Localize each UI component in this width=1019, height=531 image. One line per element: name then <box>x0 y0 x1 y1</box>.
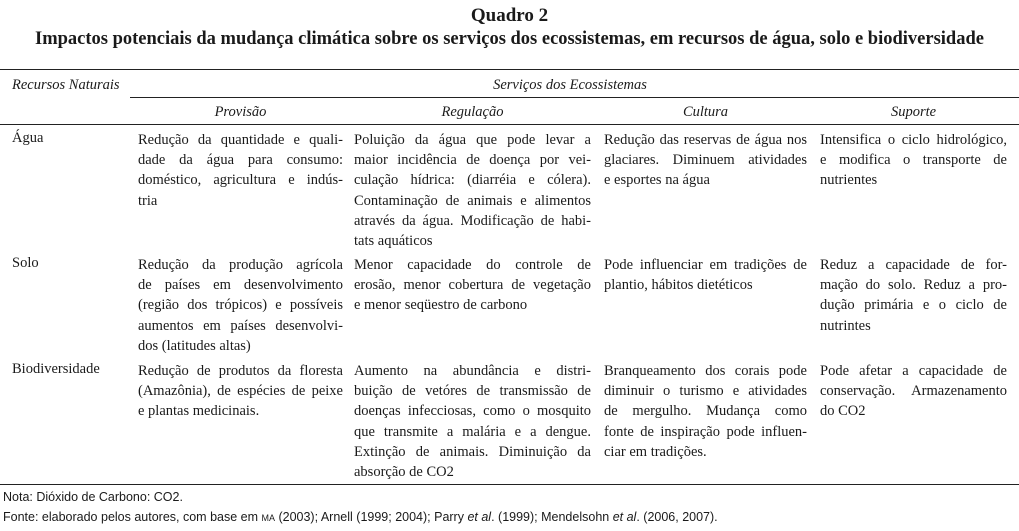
cell-line: Reduz a capacidade de for- <box>820 257 1007 273</box>
cell-line: mação do solo. Reduz a pro- <box>820 277 1007 294</box>
cell-line: através da água. Modificação de habi- <box>354 212 591 229</box>
cell-line: dução primária e o ciclo de <box>820 297 1007 314</box>
cell-line: e esportes na água <box>604 172 710 189</box>
table-cell <box>138 130 343 211</box>
cell-line: absorção de CO2 <box>354 464 454 481</box>
cell-line: buição de vetóres de transmissão de <box>354 383 591 400</box>
col-header-provisao: Provisão <box>214 104 267 120</box>
header-rule <box>0 124 1019 125</box>
col-header-suporte: Suporte <box>890 104 937 120</box>
cell-line: de países em desenvolvimento <box>138 277 343 294</box>
table-cell <box>604 130 807 191</box>
cell-line: Pode afetar a capacidade de <box>820 363 1007 379</box>
cell-line: dade da água para consumo: <box>138 152 343 169</box>
cell-line: Poluição da água que pode levar a <box>354 132 591 148</box>
cell-line: conservação. Armazenamento <box>820 383 1007 400</box>
header-ecosystem-services: Serviços dos Ecossistemas <box>493 77 647 93</box>
cell-line: plantio, hábitos dietéticos <box>604 277 753 294</box>
cell-line: Redução das reservas de água nos <box>604 132 807 148</box>
col-header-cultura: Cultura <box>682 104 729 120</box>
row-label: Água <box>12 130 44 146</box>
cell-line: Aumento na abundância e distri- <box>354 363 591 379</box>
cell-line: doenças infecciosas, como o mosquito <box>354 403 591 420</box>
table-cell <box>820 361 1007 422</box>
col-header-regulacao: Regulação <box>441 104 504 120</box>
table-cell <box>354 255 591 316</box>
cell-line: que transmite a malária e a dengue. <box>354 423 591 440</box>
cell-line: culação hídrica: (diarréia e cólera). <box>354 172 591 189</box>
cell-line: Contaminação de animais e alimentos <box>354 192 591 209</box>
top-rule <box>0 69 1019 70</box>
cell-line: Redução da produção agrícola <box>138 257 343 273</box>
table-cell <box>354 130 591 251</box>
cell-line: nutrintes <box>820 317 871 334</box>
table-cell <box>604 255 807 295</box>
cell-line: doméstico, agricultura e indús- <box>138 172 343 189</box>
table-cell <box>820 130 1007 191</box>
cell-line: nutrientes <box>820 172 878 189</box>
cell-line: e plantas medicinais. <box>138 403 260 420</box>
table-cell <box>820 255 1007 336</box>
row-label: Solo <box>12 255 39 271</box>
cell-line: e modifica o transporte de <box>820 152 1007 169</box>
group-rule <box>130 97 1019 98</box>
cell-line: (Amazônia), de espécies de peixe <box>138 383 343 400</box>
table-cell <box>138 255 343 356</box>
table-cell <box>354 361 591 482</box>
cell-line: fonte de inspiração pode influen- <box>604 423 807 440</box>
cell-line: Redução de produtos da floresta <box>138 363 343 379</box>
cell-line: Extinção de animais. Diminuição da <box>354 443 591 460</box>
cell-line: de mergulho. Mudança como <box>604 403 807 420</box>
cell-line: erosão, menor cobertura de vegetação <box>354 277 591 294</box>
table-subtitle: Impactos potenciais da mudança climática sobre os serviços dos ecossistemas, em recursos de água, solo e biodiversidade <box>35 29 984 49</box>
cell-line: (região dos trópicos) e possíveis <box>138 297 343 314</box>
table-cell <box>138 361 343 422</box>
cell-line: ciar em tradições. <box>604 443 707 460</box>
cell-line: aumentos em países desenvolvi- <box>138 317 343 334</box>
table-cell <box>604 361 807 462</box>
bottom-rule <box>0 484 1019 485</box>
table-note: Nota: Dióxido de Carbono: CO2. <box>3 490 183 504</box>
cell-line: tria <box>138 192 158 209</box>
cell-line: maior incidência de doença por vei- <box>354 152 591 169</box>
cell-line: Branqueamento dos corais pode <box>604 363 807 379</box>
cell-line: tats aquáticos <box>354 233 433 250</box>
cell-line: Menor capacidade do controle de <box>354 257 591 273</box>
cell-line: Intensifica o ciclo hidrológico, <box>820 132 1007 148</box>
cell-line: Redução da quantidade e quali- <box>138 132 343 148</box>
header-natural-resources: Recursos Naturais <box>12 77 120 93</box>
row-label: Biodiversidade <box>12 361 100 377</box>
cell-line: e menor seqüestro de carbono <box>354 297 528 314</box>
cell-line: do CO2 <box>820 403 866 420</box>
cell-line: diminuir o turismo e atividades <box>604 383 807 400</box>
cell-line: glaciares. Diminuem atividades <box>604 152 807 169</box>
table-source: Fonte: elaborado pelos autores, com base em ma (2003); Arnell (1999; 2004); Parry et al. (1999); Mendelsohn et al. (2006, 2007). <box>3 510 718 524</box>
table-title: Quadro 2 <box>470 5 549 26</box>
cell-line: Pode influenciar em tradições de <box>604 257 807 273</box>
cell-line: dos (latitudes altas) <box>138 337 251 354</box>
